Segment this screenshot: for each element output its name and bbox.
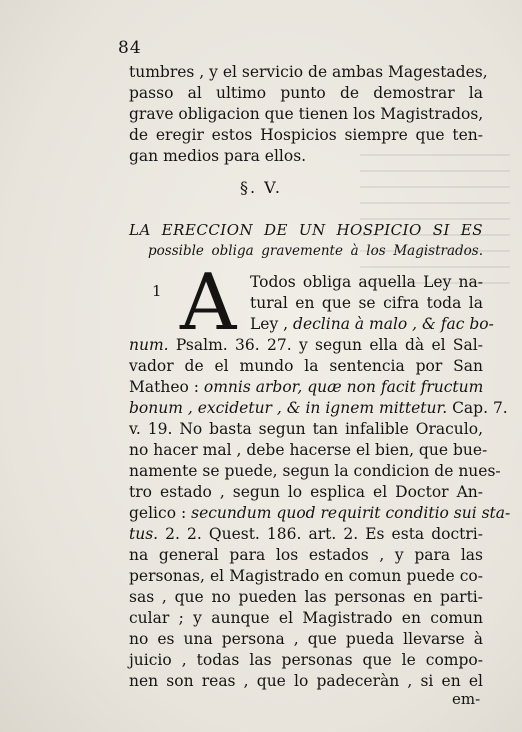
text-line [250, 314, 494, 334]
text-line: tro estado , segun lo esplica el Doctor An- [129, 483, 483, 501]
text-run: Psalm. 36. 27. y segun ella dà el Sal- [168, 336, 483, 354]
text-run: gelico : [129, 504, 192, 522]
text-line [129, 398, 508, 418]
text-line: no hacer mal , debe hacerse el bien, que bue- [129, 441, 488, 459]
latin-quote: secundum quod requirit conditio sui sta- [191, 504, 511, 522]
page-number: 84 [118, 38, 142, 58]
text-run: Ley , [250, 315, 294, 333]
text-line: no es una persona , que pueda llevarse à [129, 630, 483, 648]
text-line [129, 524, 483, 544]
text-line: vador de el mundo la sentencia por San [129, 357, 483, 375]
text-line: grave obligacion que tienen los Magistrados, [129, 105, 484, 123]
text-line: de eregir estos Hospicios siempre que ten- [129, 126, 483, 144]
text-line: Todos obliga aquella Ley na- [250, 273, 483, 291]
text-line: namente se puede, segun la condicion de nues- [129, 462, 501, 480]
latin-quote: tus. [129, 525, 159, 543]
section-heading: LA ERECCION DE UN HOSPICIO SI ES [129, 221, 483, 239]
drop-cap: A [180, 258, 237, 348]
text-line: na general para los estados , y para las [129, 546, 483, 564]
text-line: tumbres , y el servicio de ambas Magestades, [129, 63, 488, 81]
text-run: Cap. 7. [447, 399, 508, 417]
text-line: v. 19. No basta segun tan infalible Oraculo, [129, 420, 483, 438]
latin-quote: omnis arbor, quæ non facit fructum [203, 378, 484, 396]
text-line [129, 335, 483, 355]
text-line: nen son reas , que lo padeceràn , si en el [129, 672, 483, 690]
latin-quote: bonum , excidetur , & in ignem mittetur. [129, 399, 448, 417]
text-line [129, 377, 483, 397]
text-run: 2. 2. Quest. 186. art. 2. Es esta doctri- [158, 525, 483, 543]
latin-quote: declina à malo , & fac bo- [293, 315, 494, 333]
text-line: cular ; y aunque el Magistrado en comun [129, 609, 483, 627]
text-line: passo al ultimo punto de demostrar la [129, 84, 483, 102]
section-subheading: possible obliga gravemente à los Magistrados. [148, 243, 483, 259]
text-line: sas , que no pueden las personas en parti- [129, 588, 483, 606]
paragraph-number: 1 [152, 282, 162, 300]
text-line: gan medios para ellos. [129, 147, 307, 165]
latin-quote: num. [129, 336, 169, 354]
text-run: Matheo : [129, 378, 204, 396]
text-line: juicio , todas las personas que le compo- [129, 651, 483, 669]
text-line [129, 503, 511, 523]
text-line: personas, el Magistrado en comun puede co- [129, 567, 483, 585]
section-mark: §. V. [239, 178, 282, 197]
catchword: em- [452, 690, 481, 708]
text-line: tural en que se cifra toda la [250, 294, 483, 312]
